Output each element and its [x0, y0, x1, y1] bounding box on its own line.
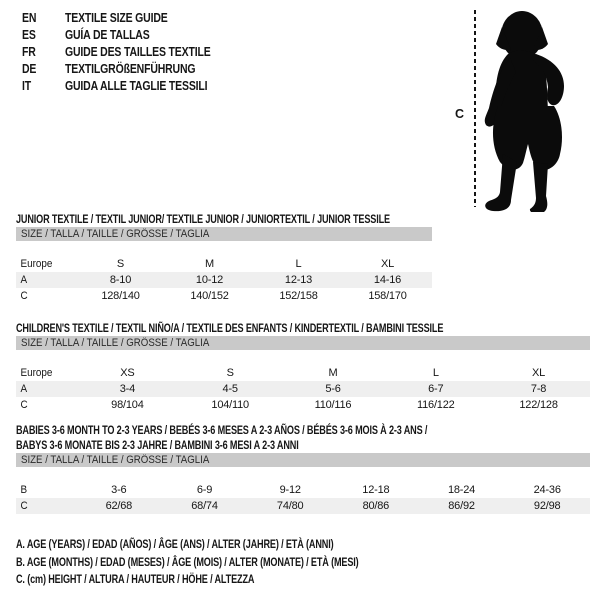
table-cell: 140/152 [190, 290, 229, 302]
table-cell: 9-12 [279, 484, 301, 496]
table-cell: 3-6 [111, 484, 127, 496]
table-cell: 8-10 [109, 274, 132, 286]
section-children [16, 321, 590, 413]
table-cell: 74/80 [276, 500, 304, 512]
table-row [16, 498, 590, 514]
table-cell: 12-13 [284, 274, 313, 286]
table-cell: 7-8 [530, 383, 547, 395]
footnote: C. (cm) HEIGHT / ALTURA / HAUTEUR / HÖHE / ALTEZZA [16, 572, 255, 586]
table-cell: 12-18 [362, 484, 390, 496]
row-label: B [20, 484, 28, 496]
language-row [22, 26, 238, 43]
size-header-label: SIZE / TALLA / TAILLE / GRÖSSE / TAGLIA [21, 228, 210, 240]
table-cell: 14-16 [373, 274, 402, 286]
section-title [16, 423, 590, 453]
size-header-bar [16, 336, 590, 350]
section-title-line: BABIES 3-6 MONTH TO 2-3 YEARS / BEBÉS 3-6 MESES A 2-3 AÑOS / BÉBÉS 3-6 MOIS À 2-3 ANS / [16, 423, 428, 437]
language-code: ES [22, 27, 36, 42]
footnote: A. AGE (YEARS) / EDAD (AÑOS) / ÂGE (ANS) / ALTER (JAHRE) / ETÀ (ANNI) [16, 537, 334, 551]
table-cell: 122/128 [519, 399, 558, 411]
section-title [16, 212, 432, 227]
table-cell: 24-36 [533, 484, 561, 496]
language-row [22, 60, 238, 77]
footnote: B. AGE (MONTHS) / EDAD (MESES) / ÂGE (MOIS) / ALTER (MONATE) / ETÀ (MESI) [16, 554, 359, 569]
table-cell: S [226, 367, 234, 379]
table-cell: S [116, 258, 125, 270]
table-cell: 152/158 [279, 290, 318, 302]
table-cell: 110/116 [314, 399, 352, 411]
table-cell: 98/104 [111, 399, 144, 411]
table-cell: XL [380, 258, 395, 270]
row-label: C [20, 399, 28, 411]
size-table [16, 256, 432, 304]
table-cell: 92/98 [533, 500, 561, 512]
language-code: DE [22, 61, 37, 76]
size-table [16, 365, 590, 413]
section-title-line: JUNIOR TEXTILE / TEXTIL JUNIOR/ TEXTILE JUNIOR / JUNIORTEXTIL / JUNIOR TESSILE [16, 212, 390, 226]
table-cell: M [328, 367, 338, 379]
language-row [22, 77, 238, 94]
language-row [22, 9, 238, 26]
language-code: FR [22, 44, 36, 59]
table-cell: XS [120, 367, 135, 379]
table-row [16, 381, 590, 397]
size-header-bar [16, 227, 432, 241]
table-row [16, 272, 432, 288]
language-row [22, 43, 238, 60]
table-cell: 6-9 [196, 484, 213, 496]
language-title: TEXTILE SIZE GUIDE [65, 10, 168, 25]
size-header-label: SIZE / TALLA / TAILLE / GRÖSSE / TAGLIA [21, 337, 210, 349]
table-cell: 104/110 [211, 399, 249, 411]
table-cell: 62/68 [105, 500, 133, 512]
table-cell: XL [532, 367, 546, 379]
table-cell: 6-7 [428, 383, 444, 395]
row-label: A [20, 274, 28, 286]
table-row [16, 365, 590, 381]
row-label: Europe [20, 258, 53, 270]
table-cell: 158/170 [368, 290, 407, 302]
language-title: GUÍA DE TALLAS [65, 27, 150, 42]
section-babies [16, 423, 590, 514]
language-title: GUIDE DES TAILLES TEXTILE [65, 44, 211, 59]
table-cell: L [432, 367, 439, 379]
section-title-line: CHILDREN'S TEXTILE / TEXTIL NIÑO/A / TEXTILE DES ENFANTS / KINDERTEXTIL / BAMBINI TESSILE [16, 321, 444, 335]
table-cell: L [295, 258, 302, 270]
row-label: A [20, 383, 28, 395]
table-row [16, 482, 590, 498]
language-title: TEXTILGRÖßENFÜHRUNG [65, 61, 196, 76]
language-code: EN [22, 10, 37, 25]
table-cell: 116/122 [417, 399, 455, 411]
table-row [16, 256, 432, 272]
table-cell: 5-6 [325, 383, 341, 395]
section-title-line: BABYS 3-6 MONATE BIS 2-3 JAHRE / BAMBINI 3-6 MESI A 2-3 ANNI [16, 438, 299, 452]
height-measure-label: C [455, 107, 465, 121]
row-label: C [20, 290, 28, 302]
table-cell: 128/140 [101, 290, 140, 302]
size-header-bar [16, 453, 590, 467]
row-label: C [20, 500, 28, 512]
table-cell: 18-24 [447, 484, 476, 496]
section-title [16, 321, 590, 336]
table-cell: 3-4 [119, 383, 136, 395]
table-cell: 10-12 [195, 274, 224, 286]
language-title-list [22, 9, 238, 94]
row-label: Europe [20, 367, 53, 379]
table-cell: 68/74 [191, 500, 218, 512]
height-measure-line [474, 10, 476, 207]
table-cell: 86/92 [448, 500, 475, 512]
language-code: IT [22, 78, 32, 93]
language-title: GUIDA ALLE TAGLIE TESSILI [65, 78, 208, 93]
section-junior [16, 212, 432, 304]
footnote-legend [16, 536, 467, 589]
table-cell: M [205, 258, 214, 270]
size-header-label: SIZE / TALLA / TAILLE / GRÖSSE / TAGLIA [21, 454, 210, 466]
table-cell: 4-5 [222, 383, 238, 395]
table-row [16, 397, 590, 413]
toddler-silhouette-icon [484, 8, 580, 212]
table-cell: 80/86 [362, 500, 390, 512]
table-row [16, 288, 432, 304]
size-table [16, 482, 590, 514]
